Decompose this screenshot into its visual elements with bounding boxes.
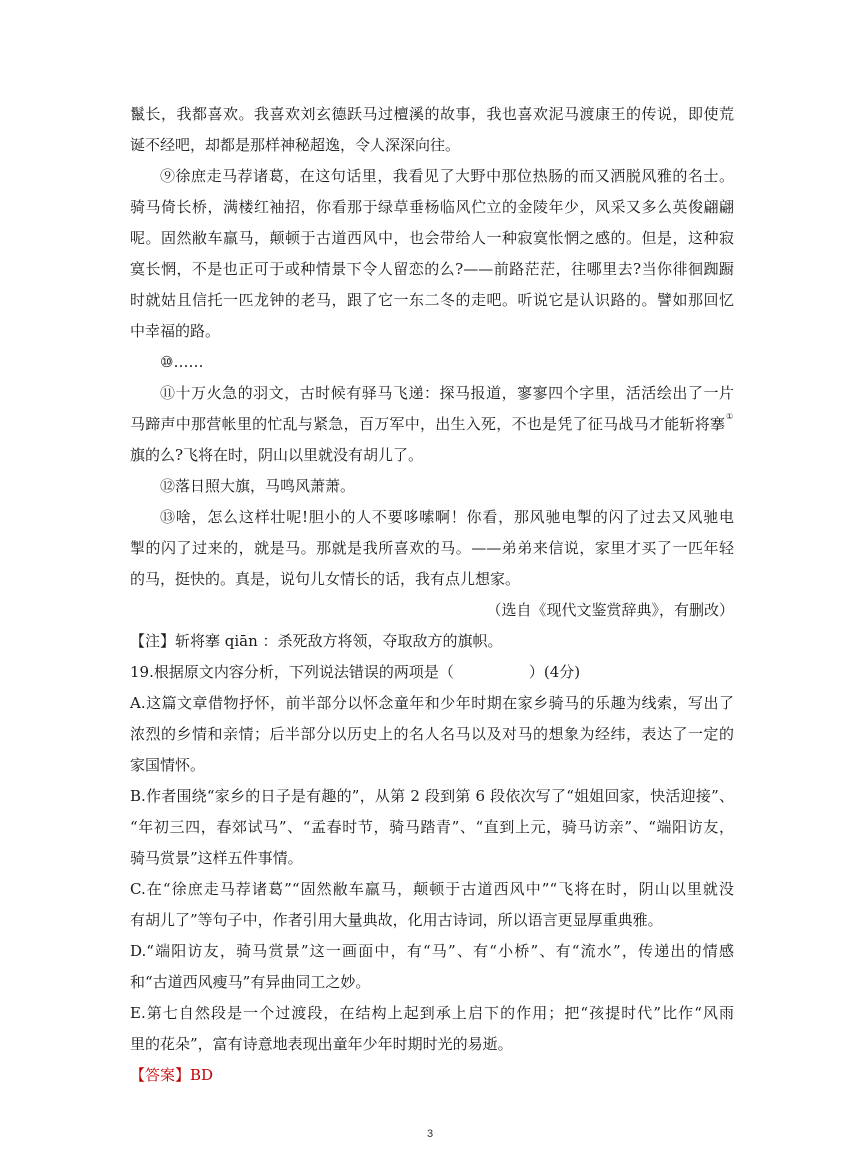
paragraph-9-line: 骑马倚长桥，满楼红袖招，你看那于绿草垂杨临风伫立的金陵年少，风采又多么英俊翩翩 [130,198,734,216]
paragraph-line: 诞不经吧，却都是那样神秘超逸，令人深深向往。 [130,136,461,154]
paragraph-13-line: 的马，挺快的。真是，说句儿女情长的话，我有点儿想家。 [130,570,521,588]
option-b-line: B.作者围绕“家乡的日子是有趣的”，从第 2 段到第 6 段依次写了“姐姐回家，快活迎接”、 [130,787,734,805]
option-b-line: 骑马赏景”这样五件事情。 [130,849,303,867]
option-d-line: D.“端阳访友，骑马赏景”这一画面中，有“马”、有“小桥”、有“流水”，传递出的情感 [130,942,734,960]
question-19: 19.根据原文内容分析，下列说法错误的两项是（ ）(4分) [130,663,581,681]
paragraph-line: 鬣长，我都喜欢。我喜欢刘玄德跃马过檀溪的故事，我也喜欢泥马渡康王的传说，即使荒 [130,105,734,123]
option-a-line: 浓烈的乡情和亲情；后半部分以历史上的名人名马以及对马的想象为经纬，表达了一定的 [130,725,734,743]
paragraph-9-line: 呢。固然敝车羸马，颠顿于古道西风中，也会带给人一种寂寞怅惘之感的。但是，这种寂 [130,229,734,247]
paragraph-9-line: 寞长惘，不是也正可于或种情景下令人留恋的么?——前路茫茫，往哪里去?当你徘徊踟蹰 [130,260,734,278]
footnote: 【注】斩将搴 qiān ：杀死敌方将领，夺取敌方的旗帜。 [130,632,503,650]
option-b-line: “年初三四，春郊试马”、“孟春时节，骑马踏青”、“直到上元，骑马访亲”、“端阳访友， [130,818,734,836]
option-c-line: C.在“徐庶走马荐诸葛”“固然敝车羸马，颠顿于古道西风中”“飞将在时，阴山以里就没 [130,880,734,898]
source-citation: （选自《现代文鉴赏辞典》，有删改） [486,601,734,619]
answer: 【答案】BD [130,1066,214,1084]
paragraph-11-line: 旗的么?飞将在时，阴山以里就没有胡儿了。 [130,446,424,464]
paragraph-9-line: 时就姑且信托一匹龙钟的老马，跟了它一东二冬的走吧。听说它是认识路的。譬如那回忆 [130,291,734,309]
paragraph-9-line: 中幸福的路。 [130,322,221,340]
option-e-line: 里的花朵”，富有诗意地表现出童年少年时期时光的易逝。 [130,1035,513,1053]
paragraph-13-line: ⑬啥，怎么这样壮呢!胆小的人不要哆嗦啊！你看，那风驰电掣的闪了过去又风驰电 [160,508,734,526]
paragraph-10: ⑩…… [160,353,204,371]
option-e-line: E.第七自然段是一个过渡段，在结构上起到承上启下的作用；把“孩提时代”比作“风雨 [130,1004,734,1022]
option-a-line: A.这篇文章借物抒怀，前半部分以怀念童年和少年时期在家乡骑马的乐趣为线索，写出了 [130,694,734,712]
paragraph-13-line: 掣的闪了过来的，就是马。那就是我所喜欢的马。——弟弟来信说，家里才买了一匹年轻 [130,539,734,557]
paragraph-11-line: 马蹄声中那营帐里的忙乱与紧急，百万军中，出生入死，不也是凭了征马战马才能斩将搴 [130,415,725,433]
option-c-line: 有胡儿了”等句子中，作者引用大量典故，化用古诗词，所以语言更显厚重典雅。 [130,911,663,929]
paragraph-11-line: ⑪十万火急的羽文，古时候有驿马飞递：探马报道，寥寥四个字里，活活绘出了一片 [160,384,734,402]
option-a-line: 家国情怀。 [130,756,206,774]
page-number: 3 [426,1128,434,1140]
option-d-line: 和“古道西风瘦马”有异曲同工之妙。 [130,973,371,991]
paragraph-12: ⑫落日照大旗，马鸣风萧萧。 [160,477,356,495]
footnote-marker: ① [726,412,734,421]
paragraph-9-line: ⑨徐庶走马荐诸葛，在这句话里，我看见了大野中那位热肠的而又洒脱风雅的名士。 [160,167,734,185]
